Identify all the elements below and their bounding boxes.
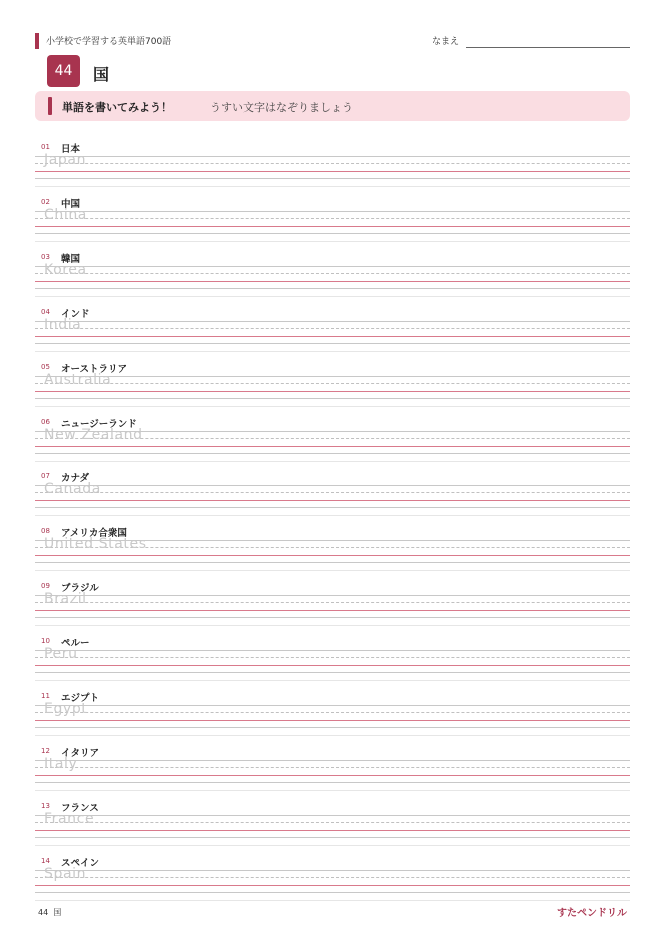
guide-line-mid — [35, 822, 630, 823]
word-number: 12 — [41, 746, 50, 755]
word-practice-row — [0, 361, 664, 416]
footer-page-label — [38, 907, 61, 918]
word-practice-row — [0, 525, 664, 580]
guide-line-mid — [35, 492, 630, 493]
word-japanese: 日本 — [61, 144, 81, 155]
trace-word[interactable]: India — [44, 316, 82, 333]
word-japanese: ブラジル — [61, 583, 99, 595]
word-japanese: スペイン — [61, 857, 100, 869]
word-japanese: エジプト — [61, 693, 100, 704]
guide-line-top — [35, 266, 630, 267]
guide-line-bottom — [35, 288, 630, 289]
guide-line-bottom — [35, 398, 630, 399]
word-japanese: インド — [61, 308, 90, 320]
word-number: 10 — [41, 637, 50, 646]
guide-line-bottom — [35, 782, 630, 783]
trace-word[interactable]: Spain — [44, 865, 87, 882]
word-practice-row — [0, 800, 664, 855]
word-number: 09 — [41, 582, 50, 591]
guide-line-bottom — [35, 233, 630, 234]
word-practice-row — [0, 855, 664, 910]
word-number: 05 — [41, 362, 50, 371]
guide-line-bottom — [35, 617, 630, 618]
trace-word[interactable]: Peru — [44, 646, 78, 663]
guide-line-mid — [35, 602, 630, 603]
row-separator — [35, 845, 630, 846]
row-separator — [35, 680, 630, 681]
word-practice-row — [0, 580, 664, 635]
row-separator — [35, 900, 630, 901]
word-practice-row — [0, 306, 664, 361]
row-separator — [35, 186, 630, 187]
guide-line-base — [35, 610, 630, 611]
word-number: 11 — [41, 692, 50, 700]
trace-word[interactable]: Japan — [44, 152, 87, 168]
guide-line-bottom — [35, 343, 630, 344]
name-label: なまえ — [432, 37, 460, 47]
row-separator — [35, 461, 630, 462]
trace-word[interactable]: Australia — [44, 371, 112, 388]
guide-line-bottom — [35, 892, 630, 893]
word-number: 08 — [41, 527, 50, 536]
word-practice-row — [0, 196, 664, 251]
word-practice-row — [0, 635, 664, 690]
word-japanese: ニュージーランド — [61, 418, 137, 430]
word-number: 07 — [41, 472, 50, 481]
word-japanese: 韓国 — [61, 253, 81, 265]
guide-line-base — [35, 775, 630, 776]
guide-line-mid — [35, 328, 630, 329]
guide-line-top — [35, 705, 630, 706]
row-separator — [35, 515, 630, 516]
word-number: 06 — [41, 417, 50, 426]
guide-line-mid — [35, 657, 630, 658]
header-accent-bar — [35, 33, 39, 49]
guide-line-top — [35, 815, 630, 816]
footer-page-number: 44 — [38, 908, 49, 917]
word-japanese: オーストラリア — [61, 363, 128, 375]
trace-word[interactable]: China — [44, 206, 87, 223]
instruction-banner — [35, 91, 630, 121]
name-field[interactable] — [466, 47, 630, 48]
guide-line-base — [35, 336, 630, 337]
instruction-accent-bar — [48, 97, 52, 115]
guide-line-base — [35, 171, 630, 172]
guide-line-top — [35, 211, 630, 212]
guide-line-base — [35, 885, 630, 886]
guide-line-base — [35, 446, 630, 447]
word-practice-row — [0, 745, 664, 800]
guide-line-base — [35, 500, 630, 501]
trace-word[interactable]: United States — [44, 536, 147, 553]
guide-line-mid — [35, 383, 630, 384]
word-practice-row — [0, 690, 664, 745]
trace-word[interactable]: Korea — [44, 261, 87, 278]
guide-line-base — [35, 226, 630, 227]
guide-line-mid — [35, 712, 630, 713]
guide-line-top — [35, 156, 630, 157]
row-separator — [35, 570, 630, 571]
row-separator — [35, 790, 630, 791]
word-number: 04 — [41, 307, 50, 316]
footer-brand: すたペンドリル — [557, 908, 627, 919]
row-separator — [35, 351, 630, 352]
row-separator — [35, 296, 630, 297]
word-japanese: 中国 — [61, 198, 81, 210]
trace-word[interactable]: Egypt — [44, 701, 88, 717]
guide-line-mid — [35, 273, 630, 274]
worksheet-series-title: 小学校で学習する英単語700語 — [46, 37, 172, 47]
guide-line-bottom — [35, 837, 630, 838]
guide-line-top — [35, 321, 630, 322]
word-japanese: カナダ — [61, 473, 90, 485]
guide-line-bottom — [35, 453, 630, 454]
guide-line-top — [35, 485, 630, 486]
word-number: 14 — [41, 856, 50, 865]
word-japanese: アメリカ合衆国 — [61, 528, 127, 540]
guide-line-bottom — [35, 727, 630, 728]
trace-word[interactable]: France — [44, 810, 95, 827]
row-separator — [35, 241, 630, 242]
word-japanese: ペルー — [61, 638, 90, 650]
footer-page-title: 国 — [53, 908, 62, 917]
guide-line-base — [35, 555, 630, 556]
guide-line-base — [35, 281, 630, 282]
guide-line-top — [35, 650, 630, 651]
trace-word[interactable]: Italy — [44, 755, 78, 772]
trace-word[interactable]: Brazil — [44, 591, 87, 608]
word-japanese: フランス — [61, 802, 99, 814]
word-practice-row — [0, 416, 664, 471]
guide-line-bottom — [35, 178, 630, 179]
guide-line-top — [35, 376, 630, 377]
guide-line-base — [35, 665, 630, 666]
instruction-main-text: 単語を書いてみよう！ — [62, 101, 172, 114]
guide-line-mid — [35, 163, 630, 164]
word-practice-row — [0, 251, 664, 306]
guide-line-bottom — [35, 562, 630, 563]
word-japanese: イタリア — [61, 747, 100, 759]
guide-line-base — [35, 720, 630, 721]
word-number: 03 — [41, 252, 50, 261]
word-number: 02 — [41, 197, 50, 206]
guide-line-mid — [35, 767, 630, 768]
unit-number-badge: 44 — [47, 55, 80, 87]
instruction-sub-text: うすい文字はなぞりましょう — [210, 101, 353, 114]
word-number: 01 — [41, 143, 50, 151]
row-separator — [35, 625, 630, 626]
guide-line-bottom — [35, 672, 630, 673]
trace-word[interactable]: Canada — [44, 481, 101, 498]
word-practice-row — [0, 141, 664, 196]
trace-word[interactable]: New Zealand — [44, 426, 143, 443]
unit-title: 国 — [93, 65, 110, 84]
row-separator — [35, 406, 630, 407]
row-separator — [35, 735, 630, 736]
guide-line-top — [35, 595, 630, 596]
guide-line-base — [35, 830, 630, 831]
guide-line-top — [35, 760, 630, 761]
guide-line-base — [35, 391, 630, 392]
guide-line-bottom — [35, 507, 630, 508]
guide-line-mid — [35, 877, 630, 878]
guide-line-top — [35, 870, 630, 871]
word-number: 13 — [41, 801, 50, 810]
guide-line-mid — [35, 218, 630, 219]
word-practice-row — [0, 470, 664, 525]
